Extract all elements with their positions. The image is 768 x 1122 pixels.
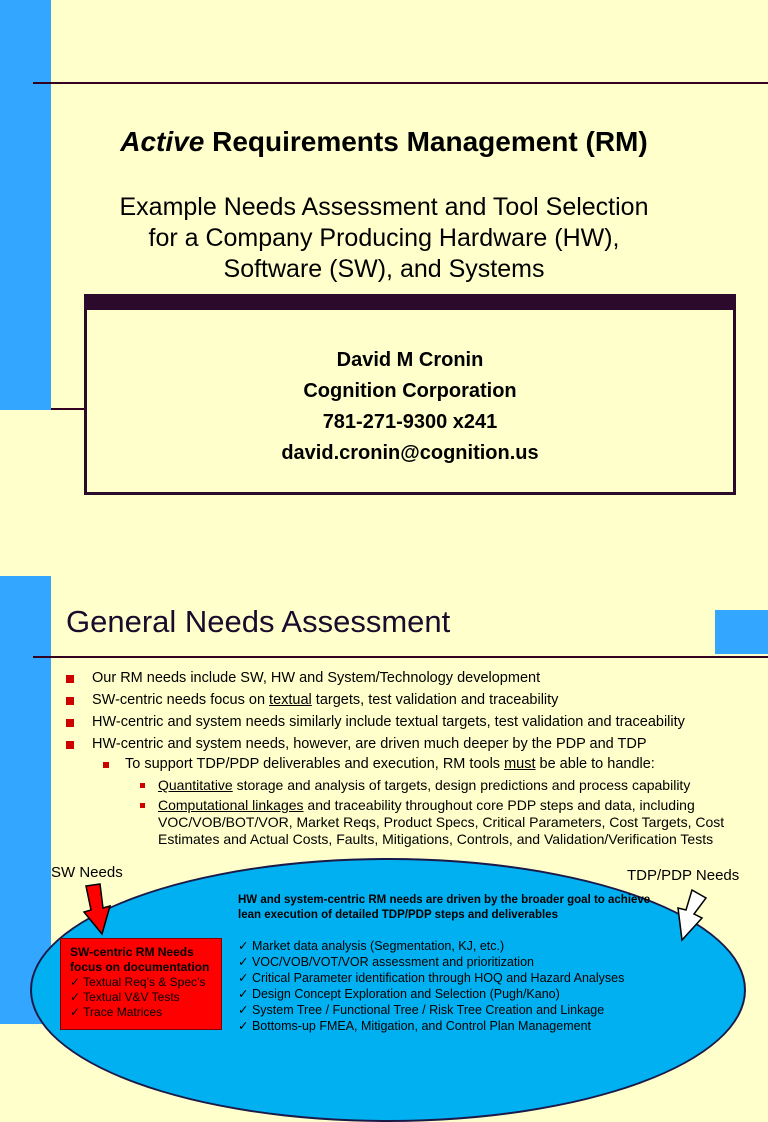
slide2-corner-accent	[715, 610, 768, 654]
bullet-text-pre: SW-centric needs focus on	[92, 692, 270, 708]
subtitle-line: Example Needs Assessment and Tool Selection	[119, 193, 649, 221]
contact-name: David M Cronin	[336, 349, 484, 371]
contact-box-header	[84, 294, 736, 310]
bullet-text: Our RM needs include SW, HW and System/Technology development	[92, 670, 541, 686]
ellipse-list-item: ✓ VOC/VOB/VOT/VOR assessment and prioritization	[238, 955, 534, 969]
title-rest: Requirements Management (RM)	[204, 126, 648, 157]
bullet-square-icon	[66, 719, 74, 727]
contact-info	[84, 345, 736, 469]
tdp-arrow-icon	[656, 888, 716, 948]
ellipse-list-item: ✓ Design Concept Exploration and Selection (Pugh/Kano)	[238, 987, 560, 1001]
ellipse-heading: HW and system-centric RM needs are driven by the broader goal to achieve lean execution of detailed TDP/PDP steps and deliverables	[238, 894, 651, 921]
bullet-text-underline: Quantitative	[158, 777, 233, 793]
sw-needs-item: ✓ Trace Matrices	[70, 1005, 163, 1019]
bullet-text-post: targets, test validation and traceability	[311, 692, 559, 708]
ellipse-list-item: ✓ Bottoms-up FMEA, Mitigation, and Control Plan Management	[238, 1019, 591, 1033]
ellipse-list	[238, 938, 624, 1034]
bullet-text-pre: To support TDP/PDP deliverables and execution, RM tools	[125, 756, 505, 772]
ellipse-list-item: ✓ Market data analysis (Segmentation, KJ, etc.)	[238, 939, 505, 953]
bullet-square-icon	[140, 803, 145, 808]
bullet-square-icon	[66, 697, 74, 705]
bullet-text: HW-centric and system needs, however, are driven much deeper by the PDP and TDP	[92, 736, 647, 752]
sw-needs-label: SW Needs	[51, 864, 123, 881]
contact-phone: 781-271-9300 x241	[322, 411, 498, 433]
sw-needs-list	[70, 975, 205, 1020]
contact-company: Cognition Corporation	[303, 380, 517, 402]
sw-needs-heading: SW-centric RM Needs focus on documentation	[70, 945, 210, 974]
slide1-title	[0, 126, 768, 158]
slide1-accent-bar	[0, 0, 51, 410]
bullet-text-underline: Computational linkages	[158, 797, 304, 813]
ellipse-list-item: ✓ System Tree / Functional Tree / Risk Tree Creation and Linkage	[238, 1003, 605, 1017]
bullet-square-icon	[66, 675, 74, 683]
title-italic: Active	[120, 126, 205, 157]
slide2-title: General Needs Assessment	[66, 604, 451, 639]
bullet-text-rest: storage and analysis of targets, design predictions and process capability	[232, 777, 691, 793]
subtitle-line: Software (SW), and Systems	[223, 255, 545, 283]
ellipse-list-item: ✓ Critical Parameter identification through HOQ and Hazard Analyses	[238, 971, 625, 985]
subtitle-line: for a Company Producing Hardware (HW),	[148, 224, 620, 252]
slide1-subtitle	[84, 192, 684, 285]
bullet-text-underline: textual	[269, 692, 312, 708]
sw-arrow-icon	[78, 884, 128, 944]
bullet-text	[158, 777, 748, 794]
bullet-square-icon	[140, 783, 145, 788]
slide2-title-rule	[33, 656, 768, 658]
sw-needs-item: ✓ Textual Req’s & Spec’s	[70, 975, 206, 989]
bullet-text	[92, 692, 558, 708]
slide1-top-rule	[33, 82, 768, 84]
tdp-needs-label: TDP/PDP Needs	[627, 867, 740, 884]
bullet-text	[125, 756, 655, 772]
bullet-text: HW-centric and system needs similarly include textual targets, test validation and traceability	[92, 714, 685, 730]
bullet-text-rest: and traceability throughout core PDP steps and data, including VOC/VOB/BOT/VOR, Market Reqs, Product Specs, Critical Parameters, Cost Targets, Cost Estimates and Actual Costs, Faults, Mitigations, Controls, and Validation/Verification Tests	[158, 797, 725, 847]
bullet-square-icon	[66, 741, 74, 749]
contact-email: david.cronin@cognition.us	[281, 442, 539, 464]
bullet-text	[158, 797, 748, 848]
sw-needs-item: ✓ Textual V&V Tests	[70, 990, 180, 1004]
bullet-text-underline: must	[504, 756, 536, 772]
bullet-square-icon	[103, 762, 109, 768]
bullet-text-post: be able to handle:	[535, 756, 655, 772]
